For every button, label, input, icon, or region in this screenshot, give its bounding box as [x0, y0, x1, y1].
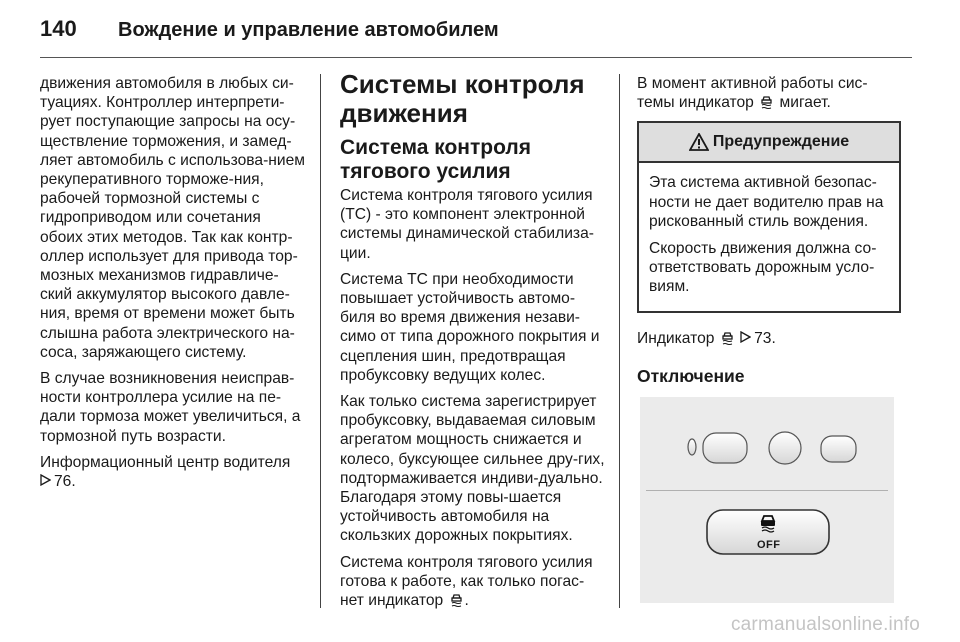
off-label: OFF [757, 538, 781, 551]
upper-button-right [821, 436, 856, 462]
page-title: Вождение и управление автомобилем [118, 19, 499, 41]
page-reference-link[interactable]: 73. [754, 329, 776, 347]
arrow-icon [40, 472, 51, 491]
warning-box [637, 121, 901, 312]
column-middle [340, 69, 606, 619]
small-indicator [688, 439, 696, 455]
traction-control-icon [721, 331, 734, 350]
paragraph-text: Система контроля тягового усилия готова к работе, как только погас-нет индикатор [340, 553, 593, 610]
paragraph-text: мигает. [779, 94, 831, 112]
header [40, 16, 499, 46]
header-divider [40, 57, 912, 58]
traction-control-icon [450, 593, 463, 612]
watermark: carmanualsonline.info [730, 614, 920, 635]
subsection-heading: Отключение [637, 365, 745, 386]
button-panel-illustration [640, 397, 894, 603]
warning-title: Предупреждение [712, 133, 850, 151]
upper-button-left [703, 433, 747, 463]
paragraph-text: В момент активной работы сис-темы индикатор [637, 75, 868, 112]
column-left [40, 74, 305, 498]
warning-body [639, 163, 899, 310]
paragraph [40, 453, 305, 491]
paragraph [637, 329, 901, 350]
subsection-heading: Система контроля тягового усилия [340, 136, 531, 183]
warning-header [639, 123, 899, 163]
paragraph: Система TC при необходимости повышает устойчивость автомо-биля во время движения незави-симо от типа дорожного покрытия и сцепления шин, предотвращая пробуксовку ведущих колес. [340, 270, 600, 384]
paragraph: Система контроля тягового усилия (TC) - это компонент электронной системы динамической стабилиза-ции. [340, 187, 594, 262]
traction-control-icon [760, 95, 773, 114]
page-reference-link[interactable]: 76. [54, 473, 76, 491]
column-divider [320, 74, 321, 608]
divider-line [646, 490, 888, 491]
paragraph [637, 74, 901, 114]
arrow-icon [740, 329, 751, 348]
warning-paragraph: Скорость движения должна со-ответствовать дорожным усло-виям. [649, 240, 877, 296]
section-heading: Системы контроля движения [340, 69, 585, 128]
upper-button-round [769, 432, 801, 464]
paragraph: движения автомобиля в любых си-туациях. Контроллер интерпрети-рует поступающие запросы на осу-ществление торможения, и замед-ляет автомобиль с использова-нием рекуперативного торможе-ния, рабочей тормозной системы с гидроприводом или сочетания обоих этих методов. Так как контр-оллер использует для привода тор-мозных механизмов гидравличе-ский аккумулятор высокого давле-ния, время от времени может быть слышна работа электрического на-соса, заряжающего систему. [40, 75, 305, 361]
warning-triangle-icon [689, 133, 709, 151]
paragraph-text: Информационный центр водителя [40, 453, 291, 471]
paragraph: Как только система зарегистрирует пробуксовку, выдаваемая силовым агрегатом мощность снижается и колесо, буксующее сильнее дру-гих, подтормаживается индиви-дуально. Благодаря этому повы-шается устойчивость автомобиля на скользких дорожных покрытиях. [340, 393, 605, 545]
warning-paragraph: Эта система активной безопас-ности не дает водителю прав на рискованный стиль вождения. [649, 174, 884, 230]
column-right [637, 74, 901, 603]
paragraph: Система контроля тягового усилия готова к работе, как только погас-нет индикатор . [340, 553, 606, 613]
paragraph: В случае возникновения неисправ-ности контроллера усилие на пе-дали тормоза может увеличиться, а тормозной путь возрасти. [40, 370, 301, 445]
page-number: 140 [40, 16, 77, 41]
column-divider [619, 74, 620, 608]
paragraph-text: Индикатор [637, 329, 715, 347]
